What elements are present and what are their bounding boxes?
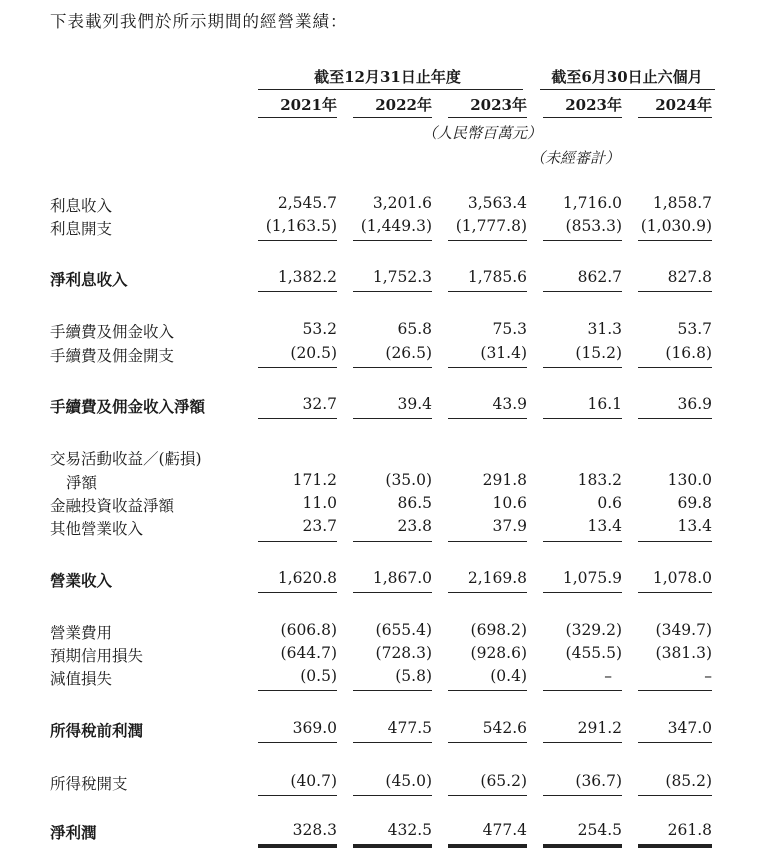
subtotal-rule <box>448 240 527 241</box>
cell: 477.5 <box>387 719 432 737</box>
table-row <box>0 318 775 342</box>
header-year-2023: 2023年 <box>470 96 527 114</box>
cell: 65.8 <box>397 320 432 338</box>
total-rule <box>258 742 337 743</box>
total-rule <box>448 291 527 292</box>
table-row <box>0 342 775 366</box>
row-label: 利息收入 <box>50 197 113 215</box>
cell: 37.9 <box>492 517 527 535</box>
cell: 477.4 <box>482 821 527 839</box>
total-rule <box>543 291 622 292</box>
cell: (40.7) <box>290 772 337 790</box>
subtotal-rule <box>543 541 622 542</box>
cell: (698.2) <box>470 621 527 639</box>
double-rule <box>353 844 432 848</box>
cell: 3,201.6 <box>372 194 432 212</box>
row-label: 金融投資收益淨額 <box>50 497 175 515</box>
cell: 31.3 <box>587 320 622 338</box>
cell: 75.3 <box>492 320 527 338</box>
cell: (20.5) <box>290 344 337 362</box>
cell: (455.5) <box>565 644 622 662</box>
table-row-total <box>0 567 775 591</box>
cell: (381.3) <box>655 644 712 662</box>
cell: 1,867.0 <box>372 569 432 587</box>
subtotal-rule <box>543 367 622 368</box>
double-rule <box>543 844 622 848</box>
subtotal-rule <box>258 240 337 241</box>
row-label: 所得稅前利潤 <box>50 721 144 740</box>
double-rule <box>448 844 527 848</box>
table-row <box>0 492 775 516</box>
cell: (26.5) <box>385 344 432 362</box>
cell: (655.4) <box>375 621 432 639</box>
subtotal-rule <box>638 690 712 691</box>
cell: (728.3) <box>375 644 432 662</box>
cell: (928.6) <box>470 644 527 662</box>
cell: 53.7 <box>677 320 712 338</box>
header-half-group-rule <box>540 89 715 90</box>
total-rule <box>448 418 527 419</box>
cell: (0.5) <box>300 667 337 685</box>
cell: (45.0) <box>385 772 432 790</box>
cell: 1,382.2 <box>277 268 337 286</box>
cell: 291.2 <box>577 719 622 737</box>
cell: 328.3 <box>292 821 337 839</box>
table-row-total <box>0 393 775 417</box>
cell: (35.0) <box>385 471 432 489</box>
cell: 369.0 <box>292 719 337 737</box>
cell: 36.9 <box>677 395 712 413</box>
cell: 23.8 <box>397 517 432 535</box>
cell: 3,563.4 <box>467 194 527 212</box>
cell: (16.8) <box>665 344 712 362</box>
subtotal-rule <box>258 541 337 542</box>
cell: 13.4 <box>587 517 622 535</box>
total-rule <box>353 592 432 593</box>
subtotal-rule <box>543 240 622 241</box>
cell: 432.5 <box>387 821 432 839</box>
cell: – <box>604 667 612 685</box>
subtotal-rule <box>448 541 527 542</box>
table-row <box>0 770 775 794</box>
cell: 261.8 <box>667 821 712 839</box>
cell: (36.7) <box>575 772 622 790</box>
subtotal-rule <box>638 795 712 796</box>
row-label: 淨利潤 <box>50 823 97 842</box>
table-row <box>0 445 775 469</box>
double-rule <box>258 844 337 848</box>
cell: 53.2 <box>302 320 337 338</box>
row-label: 所得稅開支 <box>50 775 128 793</box>
cell: 16.1 <box>587 395 622 413</box>
total-rule <box>638 291 712 292</box>
cell: (65.2) <box>480 772 527 790</box>
cell: 254.5 <box>577 821 622 839</box>
subtotal-rule <box>353 541 432 542</box>
cell: (85.2) <box>665 772 712 790</box>
cell: 1,752.3 <box>372 268 432 286</box>
total-rule <box>258 291 337 292</box>
cell: 10.6 <box>492 494 527 512</box>
row-label: 淨利息收入 <box>50 270 128 289</box>
cell: – <box>704 667 712 685</box>
subtotal-rule <box>258 367 337 368</box>
total-rule <box>543 742 622 743</box>
cell: 171.2 <box>292 471 337 489</box>
header-year-2022: 2022年 <box>375 96 432 114</box>
cell: 862.7 <box>577 268 622 286</box>
table-row <box>0 469 775 493</box>
cell: 13.4 <box>677 517 712 535</box>
total-rule <box>258 418 337 419</box>
cell: 11.0 <box>302 494 337 512</box>
row-label: 手續費及佣金收入 <box>50 323 175 341</box>
cell: 1,785.6 <box>467 268 527 286</box>
cell: 2,169.8 <box>467 569 527 587</box>
subtotal-rule <box>258 690 337 691</box>
row-label: 手續費及佣金開支 <box>50 347 175 365</box>
unaudited-note: （未經審計） <box>529 149 620 167</box>
row-label: 營業費用 <box>50 624 113 642</box>
subtotal-rule <box>353 240 432 241</box>
cell: (606.8) <box>280 621 337 639</box>
subtotal-rule <box>543 690 622 691</box>
table-row <box>0 619 775 643</box>
subtotal-rule <box>353 690 432 691</box>
cell: (15.2) <box>575 344 622 362</box>
currency-note: （人民幣百萬元） <box>421 124 542 142</box>
cell: 1,858.7 <box>652 194 712 212</box>
cell: (1,777.8) <box>455 217 527 235</box>
cell: 32.7 <box>302 395 337 413</box>
header-year-group: 截至12月31日止年度 <box>314 68 461 86</box>
subtotal-rule <box>258 795 337 796</box>
row-label: 營業收入 <box>50 571 113 590</box>
total-rule <box>543 418 622 419</box>
cell: 69.8 <box>677 494 712 512</box>
double-rule <box>638 844 712 848</box>
cell: 39.4 <box>397 395 432 413</box>
cell: (1,163.5) <box>265 217 337 235</box>
total-rule <box>258 592 337 593</box>
row-label: 其他營業收入 <box>50 520 144 538</box>
header-rule-h2023 <box>543 117 622 118</box>
table-row <box>0 642 775 666</box>
subtotal-rule <box>638 240 712 241</box>
row-label: 淨額 <box>66 474 98 492</box>
table-row <box>0 515 775 539</box>
header-year-group-rule <box>258 89 523 90</box>
header-half-2023: 2023年 <box>565 96 622 114</box>
row-label: 利息開支 <box>50 220 113 238</box>
cell: (31.4) <box>480 344 527 362</box>
subtotal-rule <box>543 795 622 796</box>
subtotal-rule <box>638 541 712 542</box>
cell: 86.5 <box>397 494 432 512</box>
cell: 1,078.0 <box>652 569 712 587</box>
total-rule <box>448 592 527 593</box>
cell: (349.7) <box>655 621 712 639</box>
header-rule-2022 <box>353 117 432 118</box>
header-rule-h2024 <box>638 117 712 118</box>
cell: 2,545.7 <box>277 194 337 212</box>
cell: (1,449.3) <box>360 217 432 235</box>
table-row-total <box>0 266 775 290</box>
subtotal-rule <box>448 795 527 796</box>
cell: 183.2 <box>577 471 622 489</box>
cell: (853.3) <box>565 217 622 235</box>
subtotal-rule <box>353 367 432 368</box>
cell: 827.8 <box>667 268 712 286</box>
header-half-2024: 2024年 <box>655 96 712 114</box>
total-rule <box>353 742 432 743</box>
table-row <box>0 215 775 239</box>
cell: (1,030.9) <box>640 217 712 235</box>
table-row-total <box>0 717 775 741</box>
cell: 542.6 <box>482 719 527 737</box>
cell: (644.7) <box>280 644 337 662</box>
cell: 1,075.9 <box>562 569 622 587</box>
header-half-group: 截至6月30日止六個月 <box>551 68 703 86</box>
row-label: 預期信用損失 <box>50 647 144 665</box>
row-label: 減值損失 <box>50 670 113 688</box>
cell: (329.2) <box>565 621 622 639</box>
cell: 43.9 <box>492 395 527 413</box>
total-rule <box>353 418 432 419</box>
intro-text: 下表載列我們於所示期間的經營業績： <box>50 12 348 31</box>
table-row <box>0 665 775 689</box>
total-rule <box>353 291 432 292</box>
subtotal-rule <box>638 367 712 368</box>
total-rule <box>638 742 712 743</box>
total-rule <box>448 742 527 743</box>
cell: (5.8) <box>395 667 432 685</box>
header-rule-2023 <box>448 117 527 118</box>
cell: 0.6 <box>597 494 622 512</box>
row-label: 交易活動收益／(虧損) <box>50 450 202 468</box>
subtotal-rule <box>448 367 527 368</box>
cell: 1,620.8 <box>277 569 337 587</box>
cell: 130.0 <box>667 471 712 489</box>
table-row-total <box>0 819 775 843</box>
header-year-2021: 2021年 <box>280 96 337 114</box>
cell: 291.8 <box>482 471 527 489</box>
subtotal-rule <box>353 795 432 796</box>
total-rule <box>638 592 712 593</box>
subtotal-rule <box>448 690 527 691</box>
cell: (0.4) <box>490 667 527 685</box>
table-row <box>0 192 775 216</box>
cell: 23.7 <box>302 517 337 535</box>
total-rule <box>638 418 712 419</box>
header-rule-2021 <box>258 117 337 118</box>
cell: 1,716.0 <box>562 194 622 212</box>
row-label: 手續費及佣金收入淨額 <box>50 397 206 416</box>
cell: 347.0 <box>667 719 712 737</box>
total-rule <box>543 592 622 593</box>
